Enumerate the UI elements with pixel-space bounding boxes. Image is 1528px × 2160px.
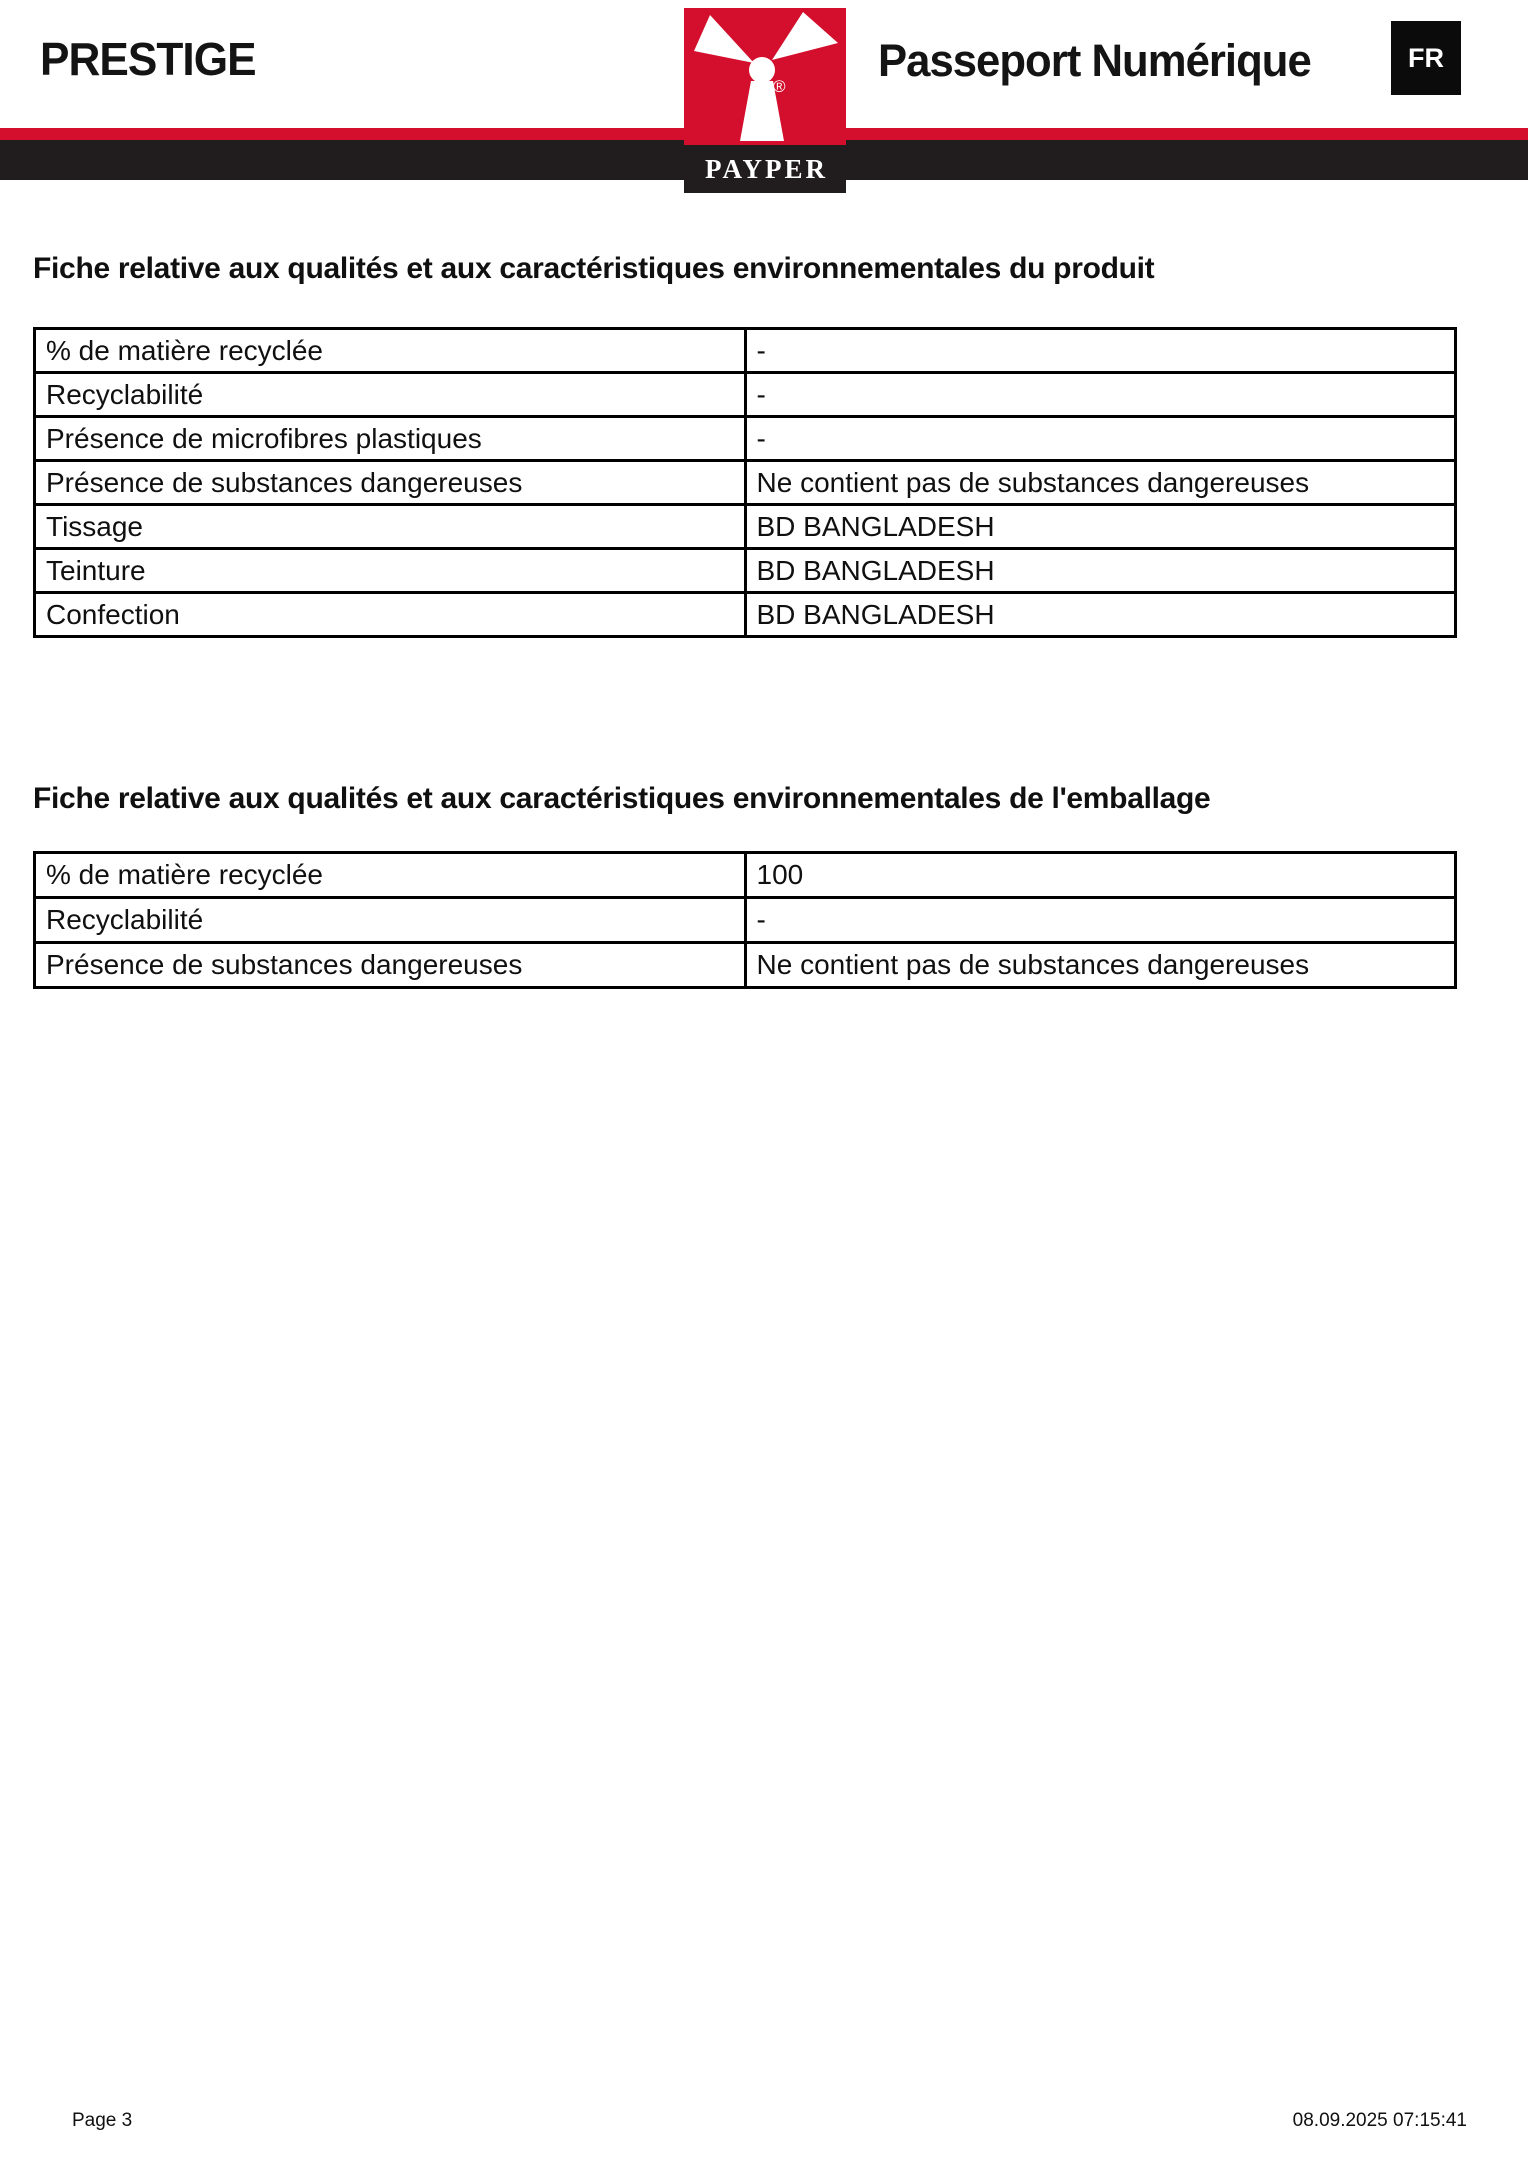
packaging-environment-table	[33, 851, 1457, 989]
payper-propeller-icon	[684, 8, 846, 145]
row-label-cell: Recyclabilité	[35, 898, 746, 943]
row-value-cell: 100	[745, 853, 1456, 898]
page-number: Page 3	[72, 2110, 133, 2131]
page-title: Passeport Numérique	[878, 35, 1311, 86]
table-row	[35, 461, 1456, 505]
row-value-cell: BD BANGLADESH	[745, 593, 1456, 637]
row-label-cell: Présence de microfibres plastiques	[35, 417, 746, 461]
row-label-cell: Recyclabilité	[35, 373, 746, 417]
row-label-cell: Teinture	[35, 549, 746, 593]
row-value-cell: -	[745, 898, 1456, 943]
generation-timestamp: 08.09.2025 07:15:41	[1292, 2110, 1467, 2131]
row-value-cell: BD BANGLADESH	[745, 549, 1456, 593]
row-label-cell: Présence de substances dangereuses	[35, 461, 746, 505]
payper-logo	[684, 8, 846, 193]
row-value-cell: BD BANGLADESH	[745, 505, 1456, 549]
row-label-cell: Confection	[35, 593, 746, 637]
row-label-cell: Tissage	[35, 505, 746, 549]
registered-trademark-glyph: ®	[773, 77, 786, 96]
row-value-cell: -	[745, 373, 1456, 417]
section-heading-product: Fiche relative aux qualités et aux caractéristiques environnementales du produit	[33, 252, 1155, 285]
row-label-cell: % de matière recyclée	[35, 853, 746, 898]
table-row	[35, 898, 1456, 943]
product-name: PRESTIGE	[40, 33, 256, 85]
row-value-cell: -	[745, 417, 1456, 461]
product-environment-table	[33, 327, 1457, 638]
table-row	[35, 853, 1456, 898]
row-label-cell: % de matière recyclée	[35, 329, 746, 373]
language-badge: FR	[1391, 21, 1461, 95]
row-value-cell: -	[745, 329, 1456, 373]
table-row	[35, 943, 1456, 988]
table-row	[35, 329, 1456, 373]
row-value-cell: Ne contient pas de substances dangereuses	[745, 943, 1456, 988]
row-label-cell: Présence de substances dangereuses	[35, 943, 746, 988]
row-value-cell: Ne contient pas de substances dangereuses	[745, 461, 1456, 505]
table-row	[35, 417, 1456, 461]
table-row	[35, 373, 1456, 417]
table-row	[35, 549, 1456, 593]
table-row	[35, 505, 1456, 549]
table-row	[35, 593, 1456, 637]
section-heading-packaging: Fiche relative aux qualités et aux caractéristiques environnementales de l'emballage	[33, 782, 1211, 815]
payper-wordmark: PAYPER	[684, 145, 846, 193]
